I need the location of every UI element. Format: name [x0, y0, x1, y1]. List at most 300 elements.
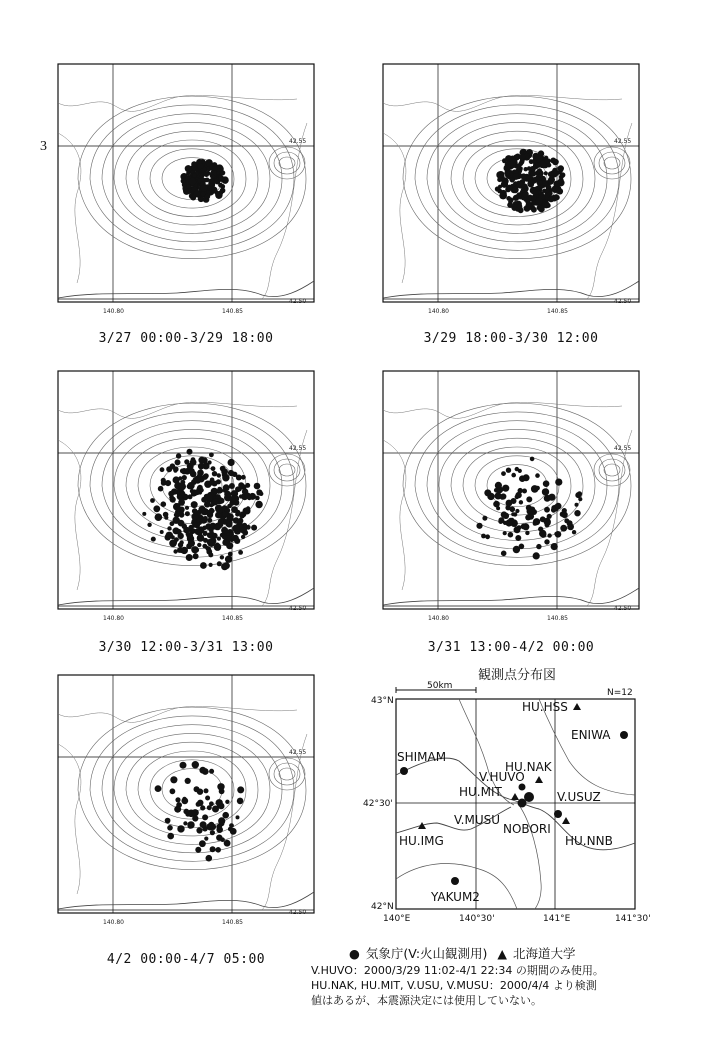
epicenter	[519, 154, 525, 160]
epicenter-map-panel-4	[382, 370, 640, 628]
epicenter	[202, 474, 208, 480]
epicenter	[173, 469, 177, 473]
epicenter	[501, 195, 505, 199]
scale-label: 50km	[427, 681, 453, 691]
epicenter-dots	[180, 159, 228, 203]
epicenter	[208, 552, 213, 557]
epicenter	[544, 507, 550, 513]
epicenter	[535, 473, 540, 478]
epicenter	[501, 511, 508, 518]
station-label: V.HUVO	[479, 770, 525, 784]
lat-tick-top: 42.55	[614, 138, 632, 145]
epicenter	[245, 483, 250, 488]
epicenter	[548, 179, 554, 185]
epicenter	[216, 544, 220, 548]
lon-label-14030: 140°30'	[459, 914, 495, 924]
epicenter	[533, 552, 540, 559]
epicenter	[512, 187, 518, 193]
epicenter	[229, 823, 234, 828]
coastline	[383, 281, 639, 298]
epicenter	[160, 467, 165, 472]
epicenter	[185, 506, 189, 510]
epicenter	[209, 801, 214, 806]
epicenter	[202, 526, 207, 531]
terrain-line	[383, 402, 622, 418]
epicenter	[222, 511, 227, 516]
epicenter	[227, 515, 234, 522]
lon-label-141: 141°E	[543, 914, 571, 924]
terrain-line	[58, 440, 81, 590]
epicenter	[508, 532, 514, 538]
terrain-line	[58, 744, 81, 894]
coastline	[58, 281, 314, 298]
lat-label-43: 43°N	[371, 696, 394, 706]
epicenter-map-1	[57, 63, 315, 321]
epicenter	[246, 506, 250, 510]
note-line-3: 値はあるが、本震源決定には使用していない。	[311, 994, 542, 1007]
epicenter	[168, 491, 174, 497]
lat-tick-bottom: 42.50	[614, 298, 632, 305]
station-count-label: N=12	[607, 688, 633, 698]
epicenter	[195, 528, 202, 535]
epicenter	[204, 171, 210, 177]
epicenter-map-5	[57, 674, 315, 932]
epicenter	[222, 539, 229, 546]
epicenter	[517, 181, 524, 188]
epicenter	[560, 525, 567, 532]
epicenter	[510, 177, 515, 182]
epicenter	[240, 528, 246, 534]
panel-caption-3: 3/30 12:00-3/31 13:00	[98, 640, 274, 655]
epicenter	[153, 505, 160, 512]
epicenter	[481, 534, 486, 539]
epicenter	[155, 513, 163, 521]
epicenter	[201, 192, 206, 197]
epicenter	[202, 516, 207, 521]
epicenter	[544, 539, 549, 544]
epicenter	[204, 837, 208, 841]
epicenter	[212, 471, 217, 476]
epicenter	[178, 520, 185, 527]
epicenter	[238, 482, 244, 488]
epicenter	[177, 825, 184, 832]
epicenter	[485, 534, 490, 539]
epicenter	[215, 494, 219, 498]
epicenter	[538, 206, 545, 213]
epicenter	[195, 490, 200, 495]
epicenter	[207, 532, 213, 538]
epicenter	[205, 493, 213, 501]
epicenter	[538, 173, 543, 178]
epicenter	[161, 480, 167, 486]
epicenter	[536, 198, 543, 205]
epicenter	[217, 537, 221, 541]
epicenter	[188, 824, 193, 829]
station-map-title: 観測点分布図	[477, 668, 556, 683]
epicenter	[530, 457, 535, 462]
epicenter	[191, 161, 197, 167]
contour-line	[102, 725, 282, 853]
epicenter	[193, 553, 199, 559]
epicenter	[547, 496, 551, 500]
station-label: V.MUSU	[454, 813, 501, 827]
epicenter	[185, 511, 190, 516]
epicenter	[539, 530, 546, 537]
epicenter	[507, 157, 512, 162]
epicenter	[525, 199, 530, 204]
epicenter	[182, 797, 186, 801]
epicenter	[167, 833, 174, 840]
terrain-line	[383, 95, 622, 111]
epicenter	[526, 496, 532, 502]
epicenter	[522, 523, 529, 530]
epicenter	[238, 550, 243, 555]
epicenter	[224, 491, 231, 498]
station-label: YAKUM2	[431, 890, 480, 904]
lat-tick-top: 42.55	[289, 138, 307, 145]
epicenter	[525, 207, 529, 211]
epicenter	[239, 513, 245, 519]
epicenter	[495, 492, 502, 499]
lon-tick-right: 140.85	[222, 615, 243, 622]
panel-caption-5: 4/2 00:00-4/7 05:00	[106, 952, 266, 967]
epicenter	[219, 498, 225, 504]
epicenter-map-panel-2	[382, 63, 640, 321]
epicenter	[572, 530, 576, 534]
epicenter	[195, 847, 201, 853]
epicenter	[527, 182, 531, 186]
lon-tick-left: 140.80	[428, 308, 449, 315]
epicenter	[511, 512, 515, 516]
epicenter	[150, 498, 155, 503]
epicenter	[209, 563, 213, 567]
epicenter	[553, 159, 559, 165]
epicenter	[575, 503, 579, 507]
epicenter	[170, 497, 176, 503]
epicenter	[251, 525, 257, 531]
epicenter	[166, 532, 173, 539]
terrain-line	[383, 133, 406, 283]
contour-line	[279, 768, 295, 780]
lat-label-4230: 42°30'	[363, 799, 393, 809]
epicenter	[202, 544, 207, 549]
station-yakum2	[430, 877, 480, 904]
epicenter	[220, 170, 225, 175]
epicenter	[217, 561, 222, 566]
epicenter	[207, 509, 213, 515]
station-label: HU.NAK	[505, 760, 552, 774]
epicenter	[497, 189, 502, 194]
epicenter	[557, 188, 563, 194]
epicenter	[229, 483, 235, 489]
epicenter	[548, 196, 554, 202]
figure-number: 3	[40, 139, 47, 154]
epicenter	[174, 806, 181, 813]
epicenter	[542, 488, 549, 495]
epicenter	[179, 540, 183, 544]
epicenter	[209, 769, 214, 774]
epicenter	[476, 523, 482, 529]
epicenter	[174, 513, 179, 518]
terrain-line	[58, 95, 297, 111]
note-line-2: HU.NAK, HU.MIT, V.USU, V.MUSU：2000/4/4 より検測	[311, 979, 597, 992]
epicenter	[501, 551, 507, 557]
epicenter	[543, 480, 550, 487]
epicenter	[237, 798, 244, 805]
epicenter	[228, 459, 235, 466]
epicenter	[228, 552, 233, 557]
epicenter	[515, 535, 521, 541]
lat-tick-top: 42.55	[614, 445, 632, 452]
epicenter	[170, 776, 177, 783]
epicenter	[186, 532, 190, 536]
epicenter	[532, 187, 539, 194]
note-line-1: V.HUVO：2000/3/29 11:02-4/1 22:34 の期間のみ使用。	[311, 964, 604, 977]
epicenter	[191, 501, 198, 508]
epicenter	[511, 473, 516, 478]
epicenter	[218, 519, 224, 525]
epicenter	[197, 473, 201, 477]
epicenter	[211, 187, 217, 193]
epicenter	[502, 158, 507, 163]
contour-line	[78, 707, 306, 870]
epicenter-dots	[142, 449, 263, 571]
epicenter	[187, 449, 193, 455]
epicenter	[256, 489, 262, 495]
epicenter	[199, 767, 206, 774]
epicenter	[182, 475, 187, 480]
epicenter	[561, 512, 567, 518]
epicenter	[216, 826, 223, 833]
epicenter	[230, 828, 237, 835]
epicenter	[172, 540, 177, 545]
prefecture-line-3	[519, 805, 541, 909]
epicenter	[510, 507, 516, 513]
terrain-line	[58, 133, 81, 283]
epicenter	[217, 783, 224, 790]
lat-tick-top: 42.55	[289, 445, 307, 452]
epicenter	[197, 789, 203, 795]
epicenter	[542, 180, 548, 186]
epicenter	[515, 467, 519, 471]
lat-tick-bottom: 42.50	[289, 605, 307, 612]
epicenter-map-panel-1	[57, 63, 315, 321]
station-hu-hss	[522, 700, 581, 714]
contour-line	[451, 438, 583, 532]
epicenter	[215, 847, 221, 853]
epicenter	[223, 484, 230, 491]
epicenter	[552, 168, 557, 173]
epicenter	[198, 506, 205, 513]
epicenter	[221, 468, 228, 475]
epicenter	[216, 799, 223, 806]
epicenter	[173, 503, 180, 510]
epicenter	[165, 818, 171, 824]
epicenter	[228, 470, 234, 476]
epicenter	[202, 814, 208, 820]
epicenter	[197, 534, 205, 542]
epicenter	[217, 473, 221, 477]
terrain-line	[383, 440, 406, 590]
epicenter	[178, 533, 184, 539]
epicenter	[212, 166, 217, 171]
epicenter	[557, 166, 561, 170]
epicenter	[482, 516, 487, 521]
epicenter	[230, 496, 236, 502]
epicenter	[185, 165, 192, 172]
epicenter	[181, 549, 185, 553]
epicenter	[222, 812, 229, 819]
epicenter	[218, 176, 223, 181]
epicenter	[220, 555, 224, 559]
epicenter	[200, 805, 205, 810]
epicenter	[506, 500, 513, 507]
epicenter	[194, 548, 199, 553]
epicenter	[207, 518, 212, 523]
epicenter	[554, 532, 558, 536]
station-label: NOBORI	[503, 822, 551, 836]
epicenter	[536, 544, 541, 549]
station-hu-mit	[459, 785, 519, 800]
epicenter	[497, 487, 503, 493]
epicenter	[547, 533, 551, 537]
epicenter	[535, 486, 540, 491]
lon-tick-left: 140.80	[103, 308, 124, 315]
epicenter	[534, 520, 539, 525]
epicenter	[555, 503, 562, 510]
epicenter	[185, 778, 191, 784]
epicenter	[574, 510, 580, 516]
terrain-line	[58, 402, 297, 418]
epicenter	[178, 495, 182, 499]
epicenter-dots	[495, 149, 566, 213]
epicenter	[198, 163, 204, 169]
lon-label-14130: 141°30'	[615, 914, 651, 924]
epicenter	[196, 802, 201, 807]
epicenter-map-2	[382, 63, 640, 321]
panel-caption-2: 3/29 18:00-3/30 12:00	[423, 331, 599, 346]
epicenter	[547, 514, 552, 519]
epicenter	[507, 202, 513, 208]
epicenter	[232, 525, 240, 533]
epicenter	[197, 543, 201, 547]
epicenter	[175, 459, 181, 465]
epicenter	[527, 166, 531, 170]
epicenter	[239, 494, 243, 498]
epicenter	[155, 785, 162, 792]
epicenter	[254, 483, 261, 490]
epicenter	[225, 556, 232, 563]
lon-tick-right: 140.85	[547, 308, 568, 315]
epicenter	[551, 543, 558, 550]
station-label: HU.HSS	[522, 700, 568, 714]
panel-caption-4: 3/31 13:00-4/2 00:00	[427, 640, 595, 655]
epicenter	[231, 506, 238, 513]
epicenter	[200, 185, 207, 192]
epicenter	[173, 476, 180, 483]
epicenter	[497, 177, 502, 182]
lon-tick-right: 140.85	[222, 919, 243, 926]
station-nobori	[503, 810, 562, 836]
epicenter	[519, 500, 523, 504]
epicenter	[493, 501, 500, 508]
epicenter	[212, 806, 219, 813]
epicenter	[191, 513, 198, 520]
coastline	[383, 588, 639, 605]
epicenter	[184, 470, 188, 474]
epicenter	[530, 171, 536, 177]
station-hu-img	[399, 822, 444, 848]
epicenter	[224, 840, 231, 847]
epicenter	[208, 822, 214, 828]
epicenter	[558, 180, 563, 185]
epicenter	[211, 175, 215, 179]
epicenter	[531, 167, 535, 171]
lon-tick-left: 140.80	[428, 615, 449, 622]
epicenter	[192, 173, 197, 178]
epicenter	[208, 540, 215, 547]
epicenter	[161, 501, 167, 507]
epicenter	[501, 471, 506, 476]
epicenter	[229, 532, 234, 537]
lon-tick-left: 140.80	[103, 919, 124, 926]
epicenter	[210, 846, 216, 852]
epicenter	[188, 540, 195, 547]
contour-line	[279, 464, 295, 476]
epicenter	[222, 534, 227, 539]
station-distribution-map	[363, 681, 651, 924]
epicenter	[522, 489, 527, 494]
epicenter	[237, 786, 244, 793]
contour-line	[279, 157, 295, 169]
epicenter	[186, 554, 193, 561]
epicenter	[484, 489, 491, 496]
epicenter	[167, 526, 171, 530]
epicenter	[151, 537, 156, 542]
epicenter	[198, 463, 205, 470]
epicenter	[578, 497, 582, 501]
epicenter	[218, 817, 225, 824]
epicenter-map-4	[382, 370, 640, 628]
epicenter	[545, 520, 551, 526]
epicenter	[206, 855, 213, 862]
contour-line	[90, 716, 294, 861]
epicenter	[220, 188, 226, 194]
epicenter	[225, 800, 229, 804]
epicenter-map-panel-3	[57, 370, 315, 628]
epicenter	[204, 788, 209, 793]
epicenter	[531, 207, 537, 213]
station-v-usuz	[524, 790, 601, 804]
station-label: HU.NNB	[565, 834, 613, 848]
epicenter	[503, 531, 507, 535]
epicenter	[189, 178, 196, 185]
epicenter	[567, 520, 573, 526]
epicenter	[198, 457, 205, 464]
epicenter	[175, 797, 180, 802]
epicenter	[205, 796, 210, 801]
epicenter	[241, 535, 245, 539]
lat-tick-bottom: 42.50	[289, 909, 307, 916]
lat-label-42: 42°N	[371, 902, 394, 912]
epicenter	[170, 788, 176, 794]
epicenter	[210, 830, 215, 835]
legend-row	[349, 944, 709, 962]
epicenter	[514, 526, 521, 533]
epicenter	[236, 815, 240, 819]
epicenter	[187, 184, 191, 188]
epicenter	[194, 477, 201, 484]
